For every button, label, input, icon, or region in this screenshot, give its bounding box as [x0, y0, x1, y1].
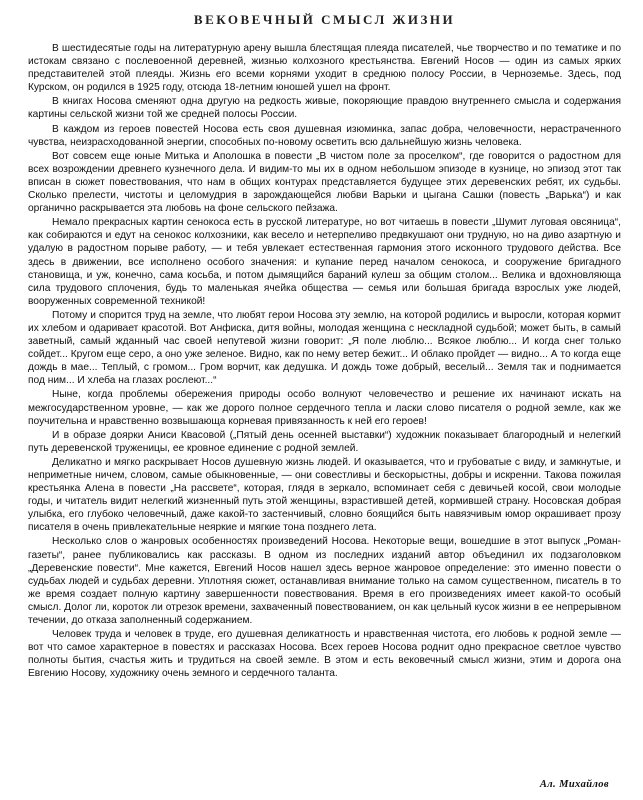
paragraph: В книгах Носова сменяют одна другую на редкость живые, покоряющие правдою внутреннего смысла и содержания картины сельской жизни той же средней полосы России. [28, 96, 621, 121]
paragraph: В каждом из героев повестей Носова есть своя душевная изюминка, запас добра, человечности, нерастраченного чувства, неизрасходованной энергии, способных по-новому осветить всю дальнейшую жизнь человека. [28, 123, 621, 148]
paragraph: Немало прекрасных картин сенокоса есть в русской литературе, но вот читаешь в повести „Шумит луговая овсяница“, как собираются и едут на сенокос колхозники, как весело и нетерпеливо предвкушают они трудную, но на диво азартную и удалую в радостном порыве работу, — и тебя увлекает естественная гармония этого исконного трудового действа. Все здесь в движении, все исполнено особого значения: и купание перед началом сенокоса, и сооружение бригадного становища, и уж, конечно, сама косьба, и потом дымящийся бараний кулеш за общим столом... Велика и вдохновляюща сила трудового сплочения, будь то маленькая ячейка общества — семья или большая бригада взрослых уже людей, вооруженных современной техникой! [28, 217, 621, 307]
article-title: ВЕКОВЕЧНЫЙ СМЫСЛ ЖИЗНИ [193, 12, 456, 27]
paragraph: Деликатно и мягко раскрывает Носов душевную жизнь людей. И оказывается, что и грубоватые с виду, и замкнутые, и неприметные ничем, словом, самые обыкновенные, — они совестливы и бескорыстны, добры и искренни. Такова пожилая крестьянка Алена в повести „На рассвете“, которая, глядя в зеркало, вспоминает себя с девичьей косой, свои молодые годы, и читатель видит нелегкий жизненный путь этой женщины, взрастившей детей, кормившей страну. Носовская добрая улыбка, его глубоко человечный, даже какой-то застенчивый, словно боящийся быть навязчивым юмор окрашивает прозу писателя в очень привлекательные неяркие и мягкие тона позднего лета. [28, 456, 621, 534]
paragraph: Ныне, когда проблемы обережения природы особо волнуют человечество и решение их начинают искать на межгосударственном уровне, — как же дорого полное сердечного тепла и ласки слово писателя о родной земле, как же поучительна и нравственно возвышающа корневая привязанность к ней его героев! [28, 389, 621, 427]
paragraph: Человек труда и человек в труде, его душевная деликатность и нравственная чистота, его любовь к родной земле — вот что самое характерное в повестях и рассказах Носова. Всех героев Носова роднит одно прекрасное светлое чувство полноты бытия, счастья жить и трудиться на своей земле. В этом и есть вековечный смысл жизни, этим и дорога она Евгению Носову, художнику очень земного и сердечного таланта. [28, 629, 621, 680]
author-signature: Ал. Михайлов [539, 779, 609, 790]
paragraph: В шестидесятые годы на литературную арену вышла блестящая плеяда писателей, чье творчество и по тематике и по истокам связано с послевоенной деревней, жизнью колхозного крестьянства. Евгений Носов — один из самых ярких представителей этой плеяды. Жизнь его всеми корнями уходит в среднюю полосу России, в Черноземье. Здесь, под Курском, он родился в 1925 году, отсюда 18-летним юношей ушел на фронт. [28, 43, 621, 94]
paragraph: И в образе доярки Аниси Квасовой („Пятый день осенней выставки“) художник показывает благородный и нелегкий путь деревенской труженицы, ее кровное единение с родной землей. [28, 429, 621, 454]
article-body [28, 42, 621, 681]
paragraph: Несколько слов о жанровых особенностях произведений Носова. Некоторые вещи, вошедшие в этот выпуск „Роман-газеты“, ранее публиковались как рассказы. В одном из последних изданий автор объединил их подзаголовком „Деревенские повести“. Мне кажется, Евгений Носов нашел здесь верное жанровое определение: это именно повести о судьбах людей и судьбах деревни. Уплотняя сюжет, останавливая внимание только на самом существенном, писатель в то же время создает полную картину завершенности повествования. Время в его произведениях имеет какой-то особый смысл. Долог ли, короток ли отрезок времени, захваченный повествованием, он как цельный кусок жизни в ее непрерывном течении, до отказа заполненный содержанием. [28, 536, 621, 627]
paragraph: Вот совсем еще юные Митька и Аполошка в повести „В чистом поле за проселком“, где говорится о радостном для всех возрождении древнего кузнечного дела. И видим-то мы их в одном небольшом эпизоде в кузнице, но эпизод этот так вписан в сюжет повествования, что нам в общих контурах представляется будущее этих деревенских ребят, их судьбы. Сколько прелести, чистоты и целомудрия в зарождающейся любви Варьки и цыгана Сашки (повесть „Варька“) и как органично раскрывается эта любовь на фоне сельского пейзажа. [28, 150, 621, 215]
paragraph: Потому и спорится труд на земле, что любят герои Носова эту землю, на которой родились и выросли, которая кормит их хлебом и одаривает красотой. Вот Анфиска, дитя войны, молодая женщина с нескладной судьбой; может быть, в самый заветный, самый жданный час своей непутевой жизни говорит: „Я поле люблю... Всякое люблю... И когда снег только сойдет... Кругом еще серо, а оно уже зеленое. Видно, как по нему ветер бежит... И облако пройдет — видно... А то когда еще дождь в мае... Теплый, с громом... Гром ворчит, как дедушка. И дождь тоже добрый, веселый... Земля так и поднимается под ним... И хлеба на глазах рослеют...“ [28, 309, 621, 387]
